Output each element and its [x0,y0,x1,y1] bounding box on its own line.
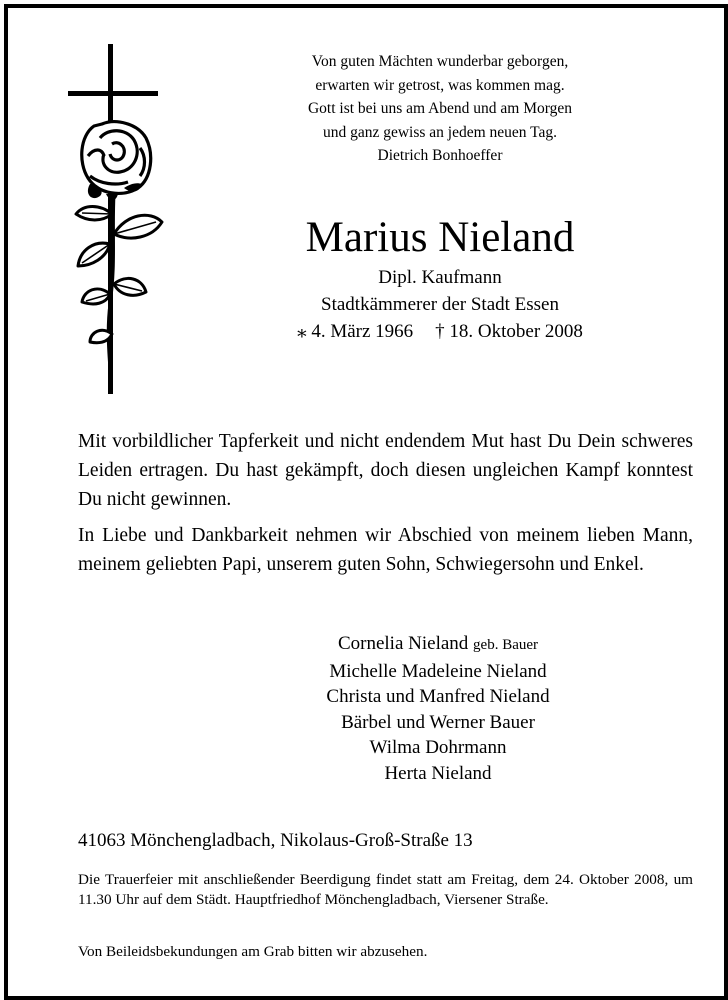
mourner: Bärbel und Werner Bauer [341,711,535,733]
poem-line: Von guten Mächten wunderbar geborgen, [311,53,569,70]
mourner: Michelle Madeleine Nieland [329,660,547,682]
poem-line: Gott ist bei uns am Abend und am Morgen [307,100,573,117]
funeral-notice: Die Trauerfeier mit anschließender Beerdigung findet statt am Freitag, dem 24. Oktober 2008, um 11.30 Uhr auf dem Städt. Hauptfriedhof Mönchengladbach, Viersener Straße. [78,871,693,908]
deceased-name: Marius Nieland [305,214,575,261]
obituary-frame [4,4,728,1000]
cross-with-rose-icon [54,44,174,396]
poem-line: erwarten wir getrost, was kommen mag. [315,76,565,94]
mourner: Herta Nieland [384,762,492,784]
birth-date: ⁎ 4. März 1966 [297,321,414,342]
mourner: Wilma Dohrmann [369,737,507,758]
death-cross-icon: † [435,321,445,342]
maiden-name: geb. Bauer [473,637,539,653]
poem-author: Dietrich Bonhoeffer [377,147,503,164]
life-dates [240,318,640,345]
mourner: Christa und Manfred Nieland [326,686,550,707]
academic-title: Dipl. Kaufmann [378,267,502,288]
poem [240,50,640,168]
mourner: Cornelia Nieland geb. Bauer [337,633,539,654]
mourners-list [258,631,618,786]
death-date: † 18. Oktober 2008 [435,321,583,342]
farewell-paragraph: In Liebe und Dankbarkeit nehmen wir Abschied von meinem lieben Mann, meinem geliebten Papi, unserem guten Sohn, Schwiegersohn und Enkel. [78,525,693,575]
job-position: Stadtkämmerer der Stadt Essen [321,294,559,315]
poem-line: und ganz gewiss an jedem neuen Tag. [322,123,558,141]
deceased-details [240,264,640,345]
tribute-paragraph: Mit vorbildlicher Tapferkeit und nicht endendem Mut hast Du Dein schweres Leiden ertragen. Du hast gekämpft, doch diesen ungleichen Kampf konntest Du nicht gewinnen. [78,431,693,510]
birth-star-icon: ⁎ [297,321,307,342]
family-address: 41063 Mönchengladbach, Nikolaus-Groß-Straße 13 [78,830,473,851]
condolence-note: Von Beileidsbekundungen am Grab bitten wir abzusehen. [78,943,428,960]
